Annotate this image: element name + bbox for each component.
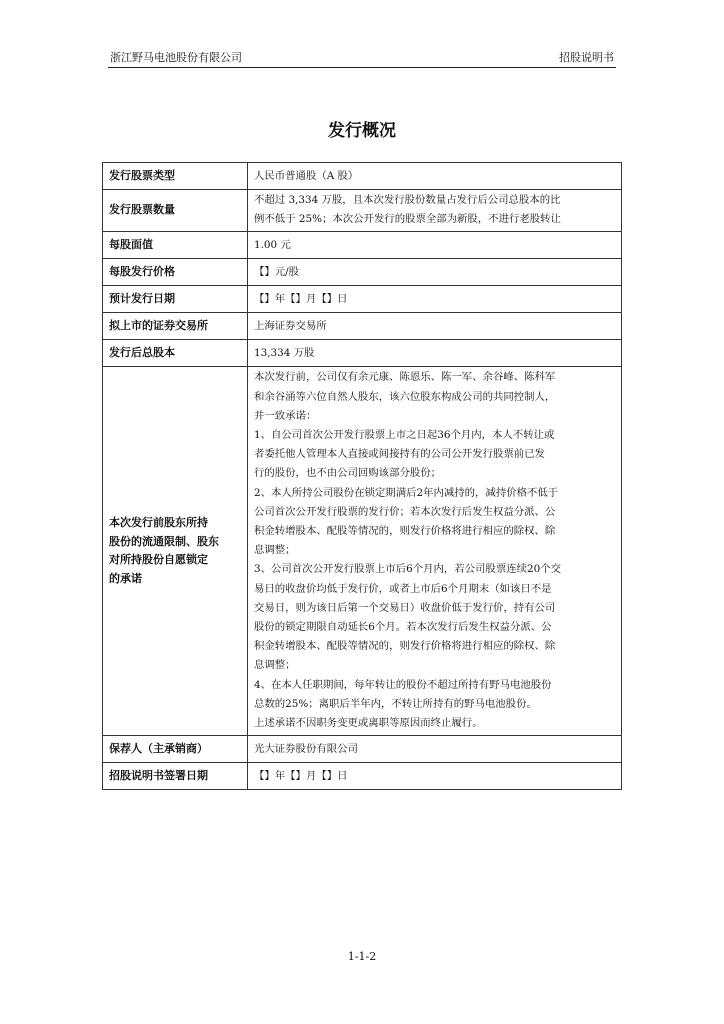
header-company: 浙江野马电池股份有限公司 (110, 51, 242, 64)
table-row (103, 763, 622, 790)
value-line: 2、本人所持公司股份在锁定期满后2年内减持的，减持价格不低于 (254, 486, 559, 499)
page-header (108, 49, 616, 68)
value-line: 息调整； (254, 544, 296, 557)
value-line: 积金转增股本、配股等情况的，则发行价格将进行相应的除权、除 (254, 640, 556, 653)
value-line: 者委托他人管理本人直接或间接持有的公司公开发行股票前已发 (254, 448, 545, 461)
row-value (248, 190, 622, 232)
row-label: 发行股票数量 (103, 190, 248, 232)
table-row (103, 259, 622, 286)
row-value: 上海证券交易所 (248, 313, 622, 340)
value-line: 易日的收盘价均低于发行价，或者上市后6个月期末（如该日不是 (254, 582, 552, 595)
value-line: 1、自公司首次公开发行股票上市之日起36个月内，本人不转让或 (254, 429, 555, 442)
row-value: 【】年【】月【】日 (248, 286, 622, 313)
row-value (248, 367, 622, 736)
row-label: 预计发行日期 (103, 286, 248, 313)
row-value: 1.00 元 (248, 232, 622, 259)
value-line: 例不低于 25%；本次公开发行的股票全部为新股，不进行老股转让 (254, 213, 561, 226)
value-line: 总数的25%；离职后半年内，不转让所持有的野马电池股份。 (254, 697, 537, 710)
label-line: 对所持股份自愿锁定 (109, 553, 208, 567)
table-row (103, 286, 622, 313)
row-label: 招股说明书签署日期 (103, 763, 248, 790)
table-row (103, 190, 622, 232)
row-label: 拟上市的证券交易所 (103, 313, 248, 340)
table-row (103, 163, 622, 190)
table-row (103, 736, 622, 763)
row-label: 发行股票类型 (103, 163, 248, 190)
label-line: 本次发行前股东所持 (109, 516, 208, 530)
value-line: 和余谷涌等六位自然人股东，该六位股东构成公司的共同控制人， (254, 390, 556, 403)
table-row (103, 367, 622, 736)
value-line: 行的股份，也不由公司回购该部分股份； (254, 467, 442, 480)
value-line: 交易日，则为该日后第一个交易日）收盘价低于发行价，持有公司 (254, 601, 556, 614)
value-line: 息调整； (254, 659, 296, 672)
row-label: 每股面值 (103, 232, 248, 259)
value-line: 3、公司首次公开发行股票上市后6个月内，若公司股票连续20个交 (254, 563, 561, 576)
row-label: 每股发行价格 (103, 259, 248, 286)
row-label (103, 367, 248, 736)
table-row (103, 232, 622, 259)
row-value: 光大证券股份有限公司 (248, 736, 622, 763)
header-doc-type: 招股说明书 (559, 51, 614, 64)
value-line: 不超过 3,334 万股，且本次发行股份数量占发行后公司总股本的比 (254, 194, 561, 206)
row-value: 13,334 万股 (248, 340, 622, 367)
row-label: 发行后总股本 (103, 340, 248, 367)
row-value: 人民币普通股（A 股） (248, 163, 622, 190)
label-line: 的承诺 (109, 571, 142, 585)
value-line: 公司首次公开发行股票的发行价；若本次发行后发生权益分派、公 (254, 505, 556, 518)
page-number: 1-1-2 (347, 950, 377, 963)
value-line: 股份的锁定期限自动延长6个月。若本次发行后发生权益分派、公 (254, 621, 552, 634)
value-line: 积金转增股本、配股等情况的，则发行价格将进行相应的除权、除 (254, 525, 556, 538)
table-row (103, 313, 622, 340)
value-line: 并一致承诺： (254, 409, 317, 422)
value-line: 4、在本人任职期间，每年转让的股份不超过所持有野马电池股份 (254, 678, 552, 691)
table-row (103, 340, 622, 367)
row-value: 【】元/股 (248, 259, 622, 286)
offering-overview-table (102, 162, 622, 790)
label-line: 股份的流通限制、股东 (109, 534, 219, 548)
value-line: 本次发行前，公司仅有余元康、陈恩乐、陈一军、余谷峰、陈科军 (254, 371, 556, 384)
value-line: 上述承诺不因职务变更或离职等原因而终止履行。 (254, 717, 483, 730)
page-title: 发行概况 (328, 121, 396, 141)
row-value: 【】年【】月【】日 (248, 763, 622, 790)
row-label: 保荐人（主承销商） (103, 736, 248, 763)
